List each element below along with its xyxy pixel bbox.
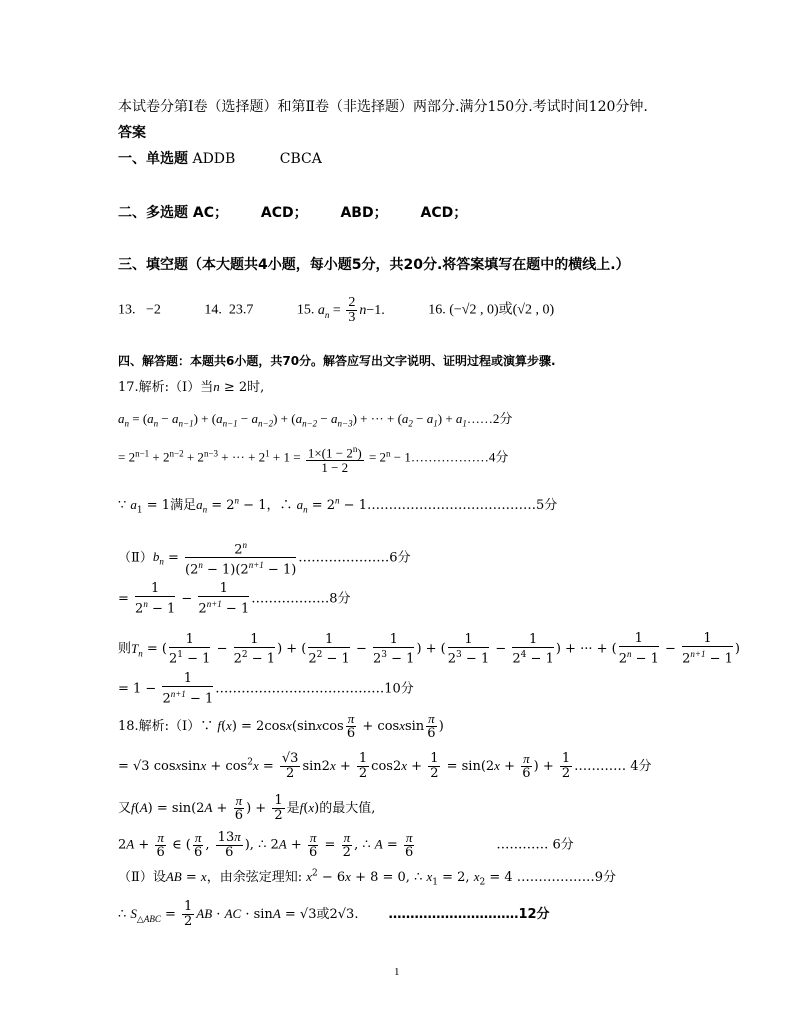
section3-label: 三、填空题（本大题共4小题，每小题5分，共20分.将答案填写在题中的横线上.）	[118, 257, 630, 273]
q18-line3: 又f(A) = sin(2A + $\frac{\pi}{6}$ ) + $\frac{1}{2}$ 是f(x)的最大值,	[118, 793, 376, 823]
section1-label: 一、单选题	[118, 151, 188, 167]
q17-line3: ∵ $a_1 = 1$满足$a_n = 2^n - 1$，∴ $a_n = 2^n$ − 1…………………………………5分	[118, 495, 558, 516]
section2-label: 二、多选题	[118, 205, 188, 221]
q17-line2: = $2^{n-1} + 2^{n-2} + 2^{n-3}$ + ··· + $2^1 + 1$ = $\frac{1\times(1 - 2^n)}{1 - 2}$ = $2^n$ − 1………………4分	[118, 444, 509, 476]
q18-line4: 2A + $\frac{\pi}{6}$ ∈ ( $\frac{\pi}{6}$ , $\frac{13\pi}{6}$ ), ∴ 2A + $\frac{\pi}{6}$ = $\frac{\pi}{2}$ , ∴ A = $\frac{\pi}{6}$ ………… 6分	[118, 829, 574, 860]
intro-line: 本试卷分第Ⅰ卷（选择题）和第Ⅱ卷（非选择题）两部分.满分150分.考试时间120分钟.	[118, 99, 648, 115]
q17-line1: $a_n = (a_n - a_{n-1}) + (a_{n-1} - a_{n-2}) + (a_{n-2} - a_{n-3})$ + ··· + $(a_2 - a_1)$ + $a_1\dots\dots 2$分	[118, 411, 513, 429]
fill-answers: 13. −2 14. 23.7 15. $a_n$ = $\frac{2}{3}$ n−1. 16. (−√2 , 0)或(√2 , 0)	[118, 295, 555, 325]
q17-line5: = $\frac{1}{2^n - 1}$ − $\frac{1}{2^{n+1} - 1}$ ………………8分	[118, 581, 351, 617]
q17-line4: $(Ⅱ)b_n$ = $\frac{2^n}{(2^n - 1)(2^{n+1} - 1)}$ …………………6分	[118, 540, 411, 578]
q18-line5: （Ⅱ）设AB = x，由余弦定理知: $x^2 - 6x + 8 = 0$, ∴ $x_1 = 2$, $x_2 = 4$ ………………9分	[118, 868, 617, 888]
answer-heading: 答案	[118, 125, 146, 141]
section4-label: 四、解答题：本题共6小题，共70分。解答应写出文字说明、证明过程或演算步骤.	[118, 354, 556, 368]
section2-line: 二、多选题 AC； ACD； ABD； ACD；	[118, 205, 468, 221]
q17-line6: 则$T_n$ = ( $\frac{1}{2^1 - 1}$ − $\frac{1}{2^2 - 1}$ ) + ( $\frac{1}{2^2 - 1}$ − $\frac{1}{2^3 - 1}$ ) + ( $\frac{1}{2^3 - 1}$ − $\frac{1}{2^4 - 1}$ ) + ··· + ( $\frac{1}{2^n - 1}$ − $\frac{1}{2^{n+1} - 1}$ )	[118, 631, 740, 667]
section1-line	[118, 148, 322, 168]
q18-line1: 18.解析:（Ⅰ）∵ f(x) = 2cosx(sinxcos $\frac{\pi}{6}$ + cosxsin $\frac{\pi}{6}$ )	[118, 711, 444, 741]
q17-intro: 17.解析:（Ⅰ）当n ≥ 2时,	[118, 379, 265, 395]
q17-line7: = 1 − $\frac{1}{2^{n+1} - 1}$ …………………………………10分	[118, 671, 414, 707]
q18-line6: ∴ $S_{\triangle ABC}$ = $\frac{1}{2}$ AB · AC · sinA = √3或2√3. …………………………12分	[118, 899, 550, 929]
page-number: 1	[394, 966, 400, 978]
q18-line2: = √3 cosxsinx + $\cos^2x$ = $\frac{√3}{2}$ sin2x + $\frac{1}{2}$ cos2x + $\frac{1}{2}$ = sin(2x + $\frac{\pi}{6}$ ) + $\frac{1}{2}$ ………… 4分	[118, 751, 652, 781]
section1-answers1: ADDB	[192, 151, 236, 167]
section1-answers2: CBCA	[279, 151, 322, 167]
